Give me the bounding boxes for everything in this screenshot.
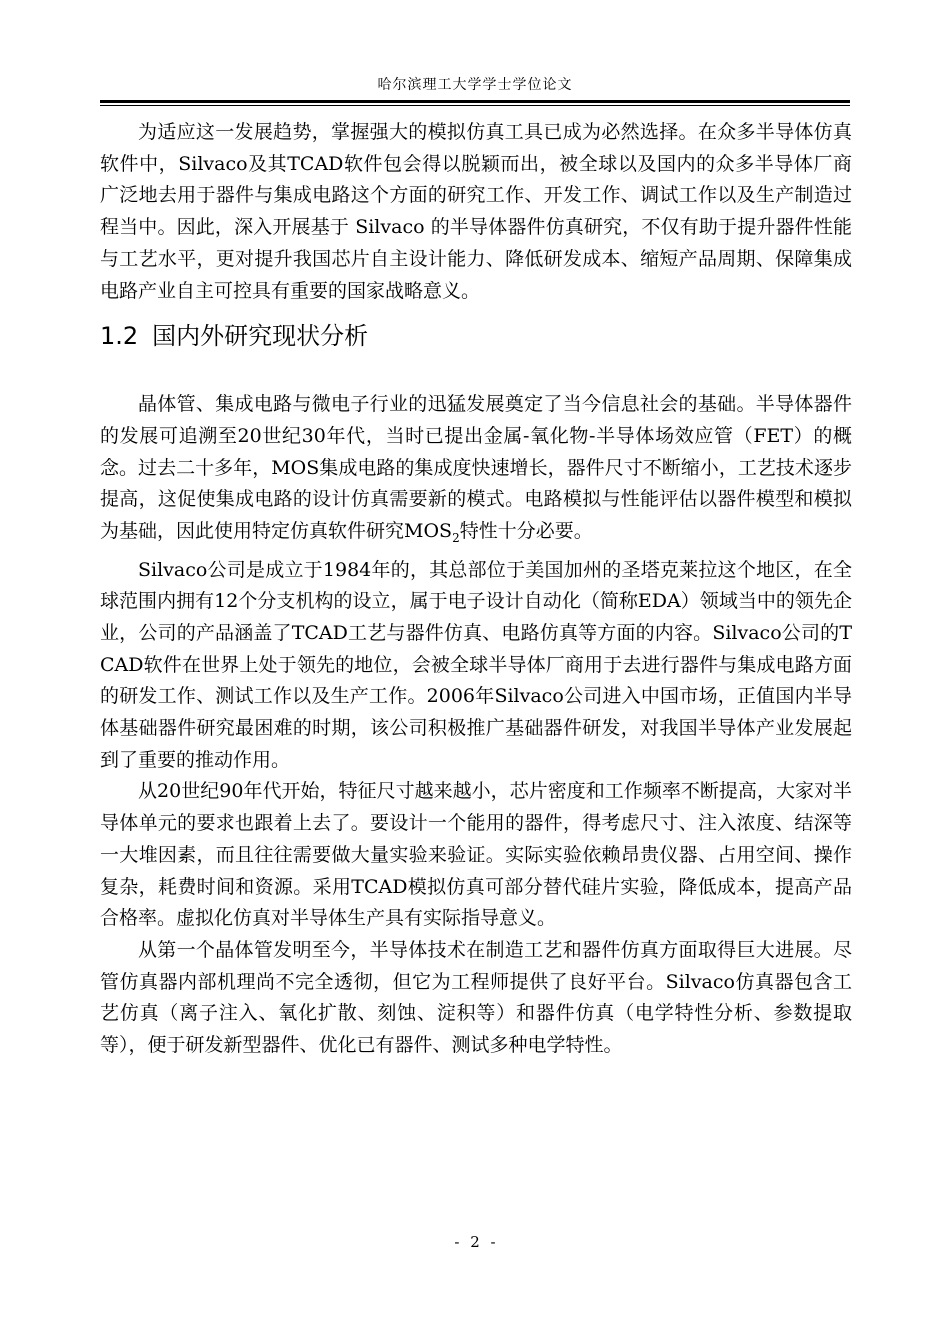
body-content: [100, 117, 852, 1062]
section-title-text: 国内外研究现状分析: [152, 322, 369, 351]
paragraph-simulator: 从第一个晶体管发明至今，半导体技术在制造工艺和器件仿真方面取得巨大进展。尽管仿真器内部机理尚不完全透彻，但它为工程师提供了良好平台。Silvaco仿真器包含工艺仿真（离子注入、氧化扩散、刻蚀、淀积等）和器件仿真（电学特性分析、参数提取等），便于研发新型器件、优化已有器件、测试多种电学特性。: [100, 938, 852, 1057]
paragraph-mos: [100, 389, 852, 554]
mos-subscript: 2: [452, 530, 460, 545]
paragraph-silvaco-company: Silvaco公司是成立于1984年的，其总部位于美国加州的圣塔克莱拉这个地区，在全球范围内拥有12个分支机构的设立，属于电子设计自动化（简称EDA）领域当中的领先企业，公司的产品涵盖了TCAD工艺与器件仿真、电路仿真等方面的内容。Silvaco公司的TCAD软件在世界上处于领先的地位，会被全球半导体厂商用于去进行器件与集成电路方面的研发工作、测试工作以及生产工作。2006年Silvaco公司进入中国市场，正值国内半导体基础器件研究最困难的时期，该公司积极推广基础器件研发，对我国半导体产业发展起到了重要的推动作用。: [100, 558, 852, 771]
header-rule-thin: [100, 105, 850, 106]
paragraph-mos-text: 晶体管、集成电路与微电子行业的迅猛发展奠定了当今信息社会的基础。半导体器件的发展可追溯至20世纪30年代，当时已提出金属-氧化物-半导体场效应管（FET）的概念。过去二十多年，MOS集成电路的集成度快速增长，器件尺寸不断缩小，工艺技术逐步提高，这促使集成电路的设计仿真需要新的模式。电路模拟与性能评估以器件模型和模拟为基础，因此使用特定仿真软件研究MOS: [100, 393, 852, 543]
paragraph-mos-tail: 特性十分必要。: [459, 520, 593, 543]
running-header: 哈尔滨理工大学学士学位论文: [377, 77, 573, 93]
section-heading: [100, 317, 852, 389]
page-number: - 2 -: [454, 1233, 496, 1251]
paragraph-feature-size: 从20世纪90年代开始，特征尺寸越来越小，芯片密度和工作频率不断提高，大家对半导体单元的要求也跟着上去了。要设计一个能用的器件，得考虑尺寸、注入浓度、结深等一大堆因素，而且往往需要做大量实验来验证。实际实验依赖昂贵仪器、占用空间、操作复杂，耗费时间和资源。采用TCAD模拟仿真可部分替代硅片实验，降低成本，提高产品合格率。虚拟化仿真对半导体生产具有实际指导意义。: [100, 780, 852, 930]
section-number: 1.2: [100, 322, 139, 351]
paragraph-intro: 为适应这一发展趋势，掌握强大的模拟仿真工具已成为必然选择。在众多半导体仿真软件中，Silvaco及其TCAD软件包会得以脱颖而出，被全球以及国内的众多半导体厂商广泛地去用于器件与集成电路这个方面的研究工作、开发工作、调试工作以及生产制造过程当中。因此，深入开展基于 Silvaco 的半导体器件仿真研究，不仅有助于提升器件性能与工艺水平，更对提升我国芯片自主设计能力、降低研发成本、缩短产品周期、保障集成电路产业自主可控具有重要的国家战略意义。: [100, 121, 852, 302]
header-rule-thick: [100, 100, 850, 103]
